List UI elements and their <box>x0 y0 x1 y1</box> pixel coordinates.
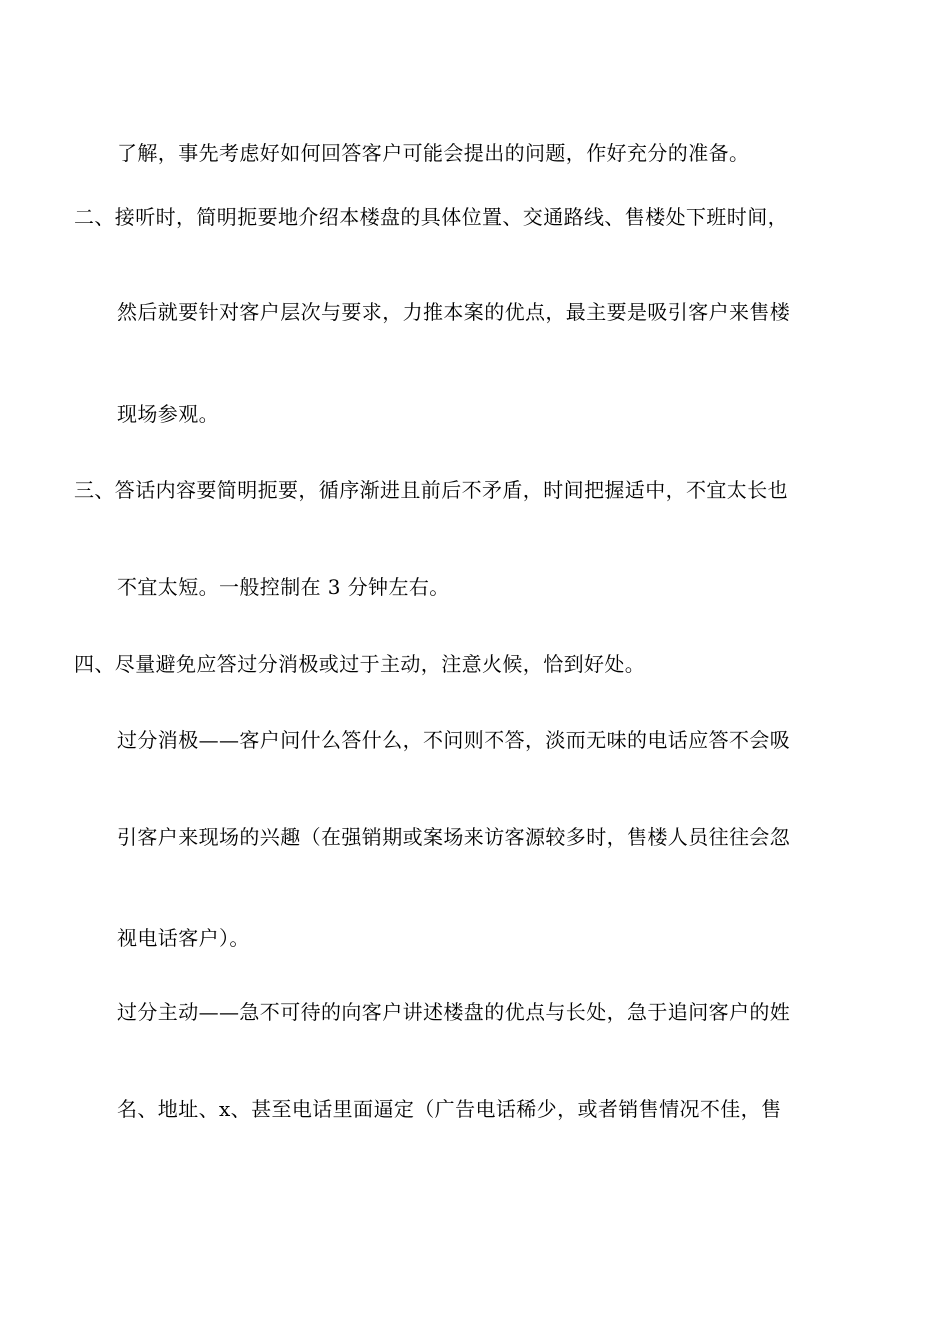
list-item-two: 二、接听时，简明扼要地介绍本楼盘的具体位置、交通路线、售楼处下班时间， <box>74 205 788 229</box>
paragraph-line: 过分主动——急不可待的向客户讲述楼盘的优点与长处，急于追问客户的姓 <box>117 1000 791 1024</box>
list-item-four: 四、尽量避免应答过分消极或过于主动，注意火候，恰到好处。 <box>74 652 646 676</box>
paragraph-line: 引客户来现场的兴趣（在强销期或案场来访客源较多时，售楼人员往往会忽 <box>117 825 791 849</box>
paragraph-line: 现场参观。 <box>117 402 219 426</box>
paragraph-line: 了解，事先考虑好如何回答客户可能会提出的问题，作好充分的准备。 <box>117 141 750 165</box>
paragraph-line: 过分消极——客户问什么答什么，不问则不答，淡而无味的电话应答不会吸 <box>117 728 791 752</box>
paragraph-line: 不宜太短。一般控制在 3 分钟左右。 <box>117 575 450 599</box>
list-item-three: 三、答话内容要简明扼要，循序渐进且前后不矛盾，时间把握适中，不宜太长也 <box>74 478 788 502</box>
paragraph-line: 然后就要针对客户层次与要求，力推本案的优点，最主要是吸引客户来售楼 <box>117 300 791 324</box>
paragraph-line: 视电话客户）。 <box>117 926 250 950</box>
paragraph-line: 名、地址、x、甚至电话里面逼定（广告电话稀少，或者销售情况不佳，售 <box>117 1097 782 1121</box>
